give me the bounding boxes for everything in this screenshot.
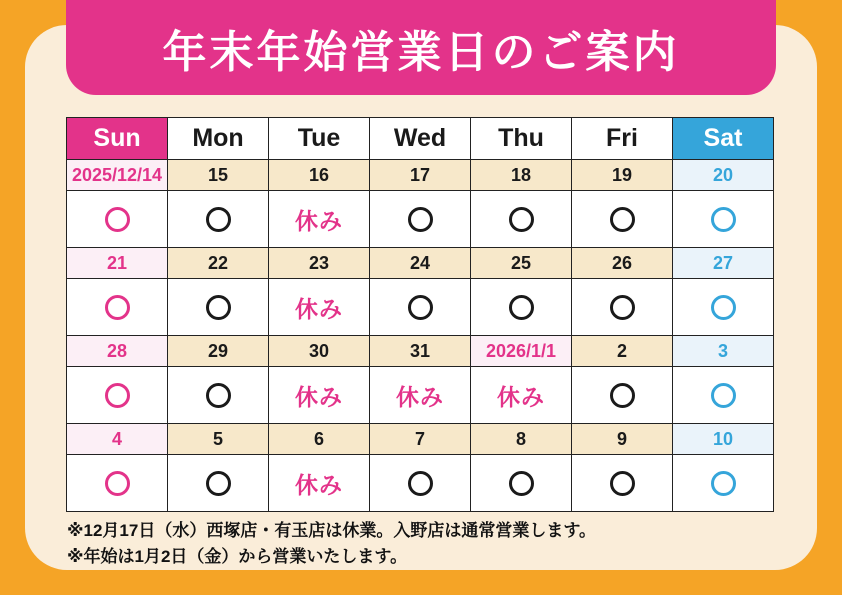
date-cell: 17 xyxy=(370,160,471,191)
open-circle xyxy=(206,207,231,232)
open-circle xyxy=(509,471,534,496)
status-cell-open xyxy=(370,455,471,512)
date-cell: 26 xyxy=(572,248,673,279)
date-cell: 24 xyxy=(370,248,471,279)
date-cell: 21 xyxy=(67,248,168,279)
status-cell-open xyxy=(370,279,471,336)
status-cell-open xyxy=(471,191,572,248)
open-circle xyxy=(610,295,635,320)
open-circle xyxy=(105,383,130,408)
header-sun: Sun xyxy=(67,118,168,160)
date-cell: 28 xyxy=(67,336,168,367)
open-circle xyxy=(206,383,231,408)
status-cell-open xyxy=(673,455,774,512)
title-banner xyxy=(66,0,776,95)
date-cell: 27 xyxy=(673,248,774,279)
status-row-week4 xyxy=(67,455,774,512)
closed-label: 休み xyxy=(497,383,545,410)
date-row-week4 xyxy=(67,424,774,455)
open-circle xyxy=(105,471,130,496)
date-cell: 2 xyxy=(572,336,673,367)
status-cell-closed xyxy=(269,191,370,248)
status-cell-open xyxy=(572,279,673,336)
date-cell: 19 xyxy=(572,160,673,191)
closed-label: 休み xyxy=(396,383,444,410)
header-fri: Fri xyxy=(572,118,673,160)
open-circle xyxy=(408,207,433,232)
open-circle xyxy=(105,207,130,232)
date-cell: 7 xyxy=(370,424,471,455)
open-circle xyxy=(711,207,736,232)
open-circle xyxy=(206,471,231,496)
date-cell: 18 xyxy=(471,160,572,191)
status-cell-open xyxy=(471,279,572,336)
date-row-week3 xyxy=(67,336,774,367)
status-row-week1 xyxy=(67,191,774,248)
date-cell: 3 xyxy=(673,336,774,367)
status-cell-closed xyxy=(269,367,370,424)
status-cell-open xyxy=(67,279,168,336)
date-cell: 6 xyxy=(269,424,370,455)
date-cell: 22 xyxy=(168,248,269,279)
status-cell-open xyxy=(168,367,269,424)
closed-label: 休み xyxy=(295,383,343,410)
note-line-2: ※年始は1月2日（金）から営業いたします。 xyxy=(67,547,408,567)
date-cell: 15 xyxy=(168,160,269,191)
status-cell-open xyxy=(572,191,673,248)
status-cell-open xyxy=(673,191,774,248)
closed-label: 休み xyxy=(295,295,343,322)
status-cell-closed xyxy=(269,279,370,336)
status-cell-closed xyxy=(471,367,572,424)
open-circle xyxy=(711,383,736,408)
closed-label: 休み xyxy=(295,207,343,234)
status-cell-closed xyxy=(370,367,471,424)
date-cell: 2025/12/14 xyxy=(67,160,168,191)
status-row-week2 xyxy=(67,279,774,336)
date-row-week1 xyxy=(67,160,774,191)
open-circle xyxy=(509,207,534,232)
date-cell: 20 xyxy=(673,160,774,191)
date-cell: 25 xyxy=(471,248,572,279)
status-cell-open xyxy=(673,367,774,424)
header-wed: Wed xyxy=(370,118,471,160)
header-thu: Thu xyxy=(471,118,572,160)
date-cell-new-year: 2026/1/1 xyxy=(471,336,572,367)
status-cell-open xyxy=(370,191,471,248)
status-cell-open xyxy=(168,279,269,336)
status-row-week3 xyxy=(67,367,774,424)
open-circle xyxy=(206,295,231,320)
date-cell: 8 xyxy=(471,424,572,455)
calendar-table xyxy=(66,117,774,512)
open-circle xyxy=(610,207,635,232)
open-circle xyxy=(408,471,433,496)
date-cell: 16 xyxy=(269,160,370,191)
header-tue: Tue xyxy=(269,118,370,160)
open-circle xyxy=(408,295,433,320)
page-title: 年末年始営業日のご案内 xyxy=(162,27,680,77)
status-cell-open xyxy=(67,367,168,424)
date-cell: 5 xyxy=(168,424,269,455)
status-cell-open xyxy=(67,455,168,512)
date-cell: 10 xyxy=(673,424,774,455)
open-circle xyxy=(711,295,736,320)
date-cell: 23 xyxy=(269,248,370,279)
status-cell-open xyxy=(572,455,673,512)
status-cell-open xyxy=(168,455,269,512)
open-circle xyxy=(610,471,635,496)
status-cell-closed xyxy=(269,455,370,512)
header-sat: Sat xyxy=(673,118,774,160)
date-cell: 4 xyxy=(67,424,168,455)
open-circle xyxy=(509,295,534,320)
header-mon: Mon xyxy=(168,118,269,160)
closed-label: 休み xyxy=(295,471,343,498)
status-cell-open xyxy=(673,279,774,336)
weekday-header-row xyxy=(67,118,774,160)
date-cell: 31 xyxy=(370,336,471,367)
note-line-1: ※12月17日（水）西塚店・有玉店は休業。入野店は通常営業します。 xyxy=(67,521,596,540)
footer-notes xyxy=(67,518,773,571)
date-row-week2 xyxy=(67,248,774,279)
status-cell-open xyxy=(67,191,168,248)
open-circle xyxy=(105,295,130,320)
open-circle xyxy=(711,471,736,496)
date-cell: 9 xyxy=(572,424,673,455)
date-cell: 29 xyxy=(168,336,269,367)
status-cell-open xyxy=(168,191,269,248)
open-circle xyxy=(610,383,635,408)
status-cell-open xyxy=(572,367,673,424)
date-cell: 30 xyxy=(269,336,370,367)
status-cell-open xyxy=(471,455,572,512)
